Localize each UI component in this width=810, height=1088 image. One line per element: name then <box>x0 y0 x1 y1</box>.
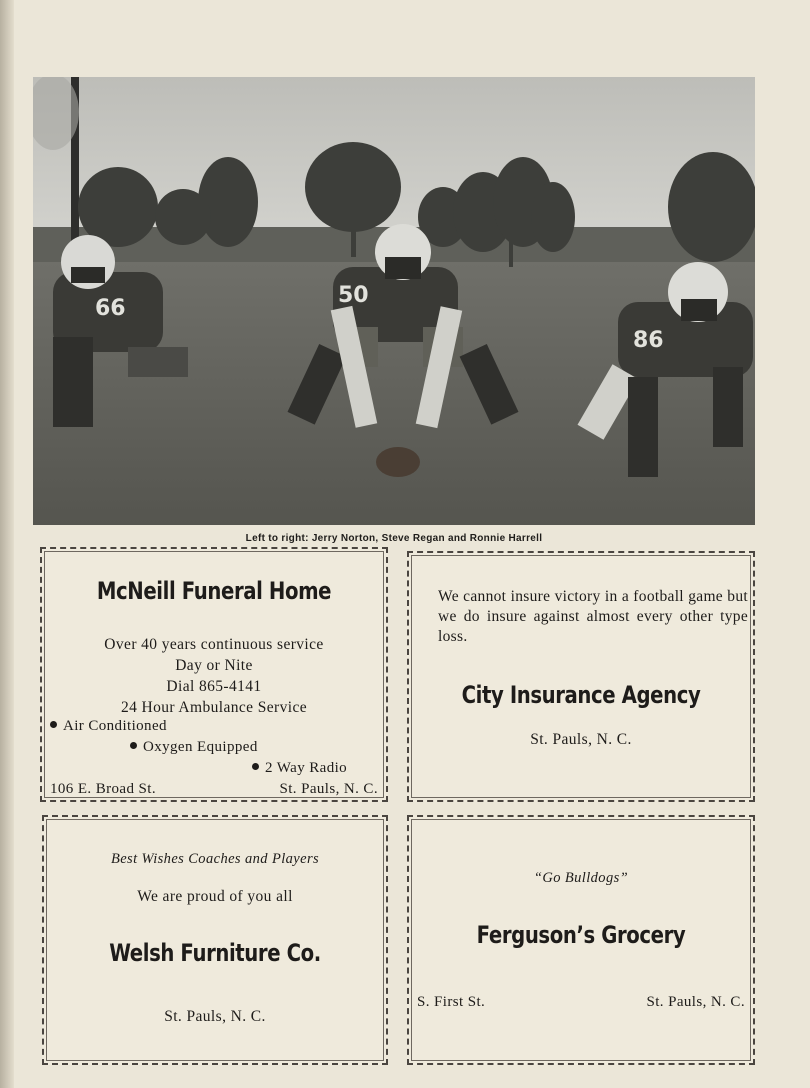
feature-item: Oxygen Equipped <box>130 739 258 756</box>
feature-item: Air Conditioned <box>50 718 167 735</box>
ad-welsh-furniture <box>42 815 388 1065</box>
ad-title: City Insurance Agency <box>461 681 701 709</box>
football-team-photo <box>33 77 755 525</box>
ad-slogan: “Go Bulldogs” <box>533 870 629 886</box>
ad-line: Day or Nite <box>175 657 253 674</box>
ad-city: St. Pauls, N. C. <box>164 1008 266 1025</box>
football-players-illustration <box>33 77 755 525</box>
ad-title: Welsh Furniture Co. <box>109 939 321 967</box>
page-binding-edge <box>0 0 14 1088</box>
bullet-icon <box>252 763 259 770</box>
ad-city: St. Pauls, N. C. <box>530 731 632 748</box>
ad-address: 106 E. Broad St. <box>50 781 156 797</box>
ad-city: St. Pauls, N. C. <box>646 994 745 1010</box>
svg-text:66: 66 <box>95 296 126 321</box>
ad-line: We are proud of you all <box>137 888 293 905</box>
ad-mcneill-funeral-home <box>40 547 388 802</box>
ad-address: S. First St. <box>417 994 486 1010</box>
ad-title: McNeill Funeral Home <box>96 577 332 605</box>
ad-fergusons-grocery <box>407 815 755 1065</box>
ad-message: We cannot insure victory in a football game but we do insure against almost every other type loss. <box>438 588 748 645</box>
ad-city: St. Pauls, N. C. <box>279 781 378 797</box>
bullet-icon <box>50 721 57 728</box>
ad-line: Dial 865-4141 <box>166 678 262 695</box>
svg-text:50: 50 <box>338 283 369 308</box>
feature-item: 2 Way Radio <box>252 760 347 777</box>
ad-title: Ferguson’s Grocery <box>476 921 686 949</box>
ad-line: Over 40 years continuous service <box>104 636 324 653</box>
ad-city-insurance-agency <box>407 551 755 802</box>
photo-caption: Left to right: Jerry Norton, Steve Regan and Ronnie Harrell <box>245 533 543 544</box>
svg-text:86: 86 <box>633 328 664 353</box>
bullet-icon <box>130 742 137 749</box>
ad-line: 24 Hour Ambulance Service <box>120 699 308 716</box>
ad-wishes: Best Wishes Coaches and Players <box>110 851 320 867</box>
